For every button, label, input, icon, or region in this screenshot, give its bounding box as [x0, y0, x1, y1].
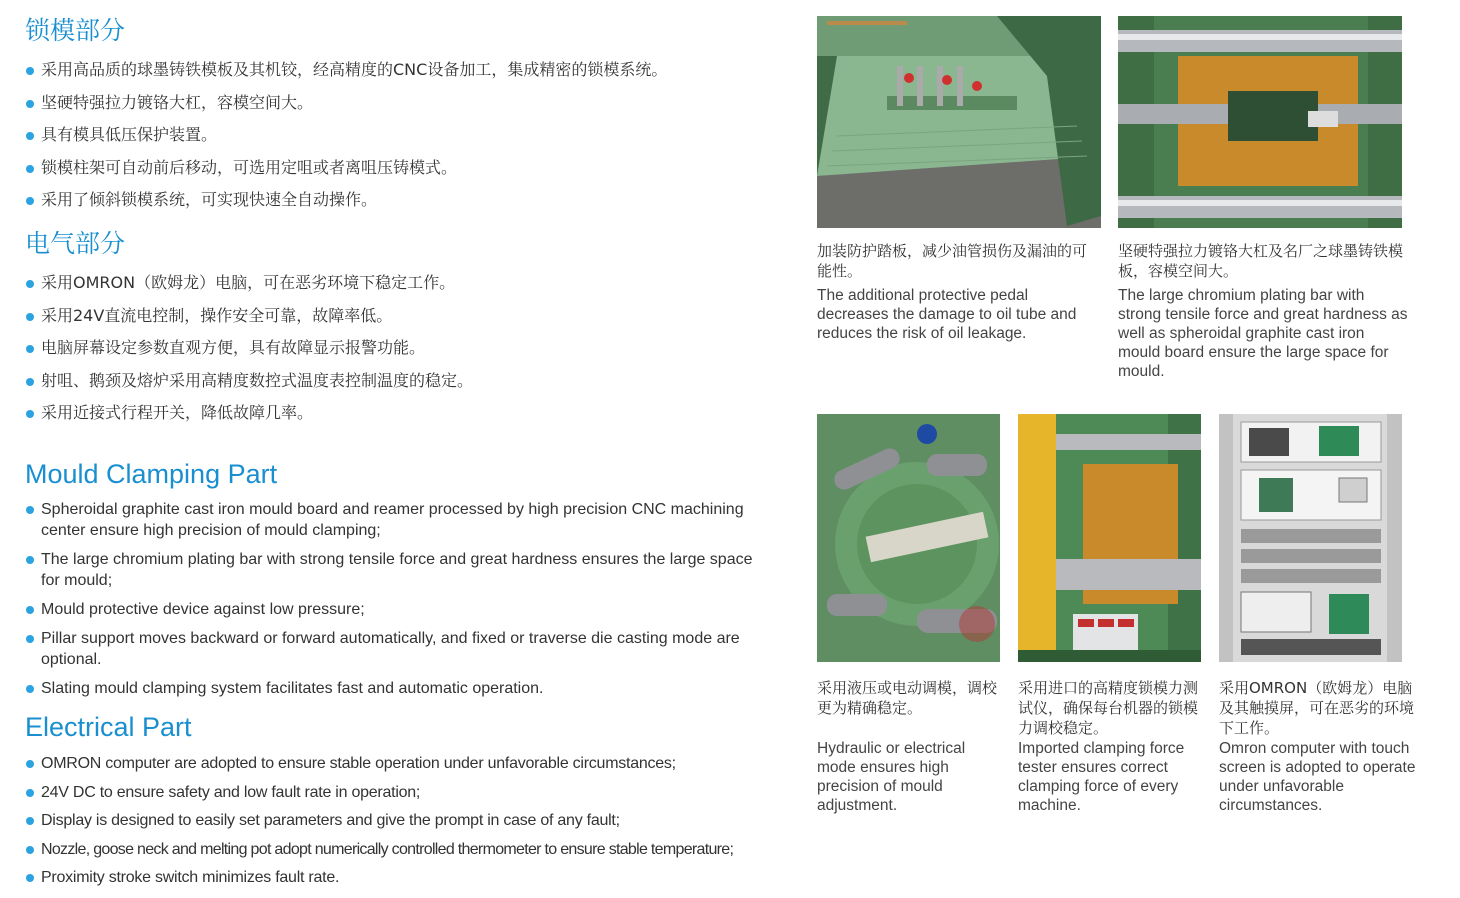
photo-1-caption-en: The additional protective pedal decreases the damage to oil tube and reduces the risk of oil leakage.: [817, 287, 1077, 342]
list-item: 电脑屏幕设定参数直观方便，具有故障显示报警功能。: [25, 337, 805, 359]
list-item: Proximity stroke switch minimizes fault rate.: [25, 867, 815, 888]
bullet-dot-icon: [26, 67, 34, 75]
electrical-zh-list: [25, 272, 805, 435]
photo-electrical-cabinet: [1219, 414, 1402, 662]
bullet-dot-icon: [26, 132, 34, 140]
list-item: 具有模具低压保护装置。: [25, 124, 805, 146]
list-item: 射咀、鹅颈及熔炉采用高精度数控式温度表控制温度的稳定。: [25, 370, 805, 392]
electrical-en-title: Electrical Part: [25, 712, 192, 742]
electrical-zh-title: 电气部分: [25, 229, 126, 258]
bullet-dot-icon: [26, 606, 34, 614]
bullet-dot-icon: [26, 280, 34, 288]
mould-zh-list: [25, 59, 805, 222]
bullet-dot-icon: [26, 685, 34, 693]
photo-3-caption-en: Hydraulic or electrical mode ensures high precision of mould adjustment.: [817, 740, 966, 814]
photo-protective-pedal: [817, 16, 1101, 228]
bullet-dot-icon: [26, 760, 34, 768]
bullet-dot-icon: [26, 345, 34, 353]
list-item: The large chromium plating bar with strong tensile force and great hardness ensures the large space for mould;: [25, 549, 770, 591]
list-item: 锁模柱架可自动前后移动，可选用定咀或者离咀压铸模式。: [25, 157, 805, 179]
bullet-dot-icon: [26, 817, 34, 825]
list-item: Display is designed to easily set parameters and give the prompt in case of any fault;: [25, 810, 815, 831]
list-item: Nozzle, goose neck and melting pot adopt numerically controlled thermometer to ensure stable temperature;: [25, 839, 815, 860]
list-item: 采用高品质的球墨铸铁模板及其机铰，经高精度的CNC设备加工，集成精密的锁模系统。: [25, 59, 805, 81]
list-item: Spheroidal graphite cast iron mould board and reamer processed by high precision CNC machining center ensure high precision of mould clamping;: [25, 499, 770, 541]
photo-1-caption-zh: 加装防护踏板，减少油管损伤及漏油的可能性。: [817, 242, 1088, 280]
list-item: 采用了倾斜锁模系统，可实现快速全自动操作。: [25, 189, 805, 211]
list-item: OMRON computer are adopted to ensure stable operation under unfavorable circumstances;: [25, 753, 815, 774]
photo-tie-bars: [1118, 16, 1402, 228]
bullet-dot-icon: [26, 789, 34, 797]
mould-en-title: Mould Clamping Part: [25, 459, 278, 489]
bullet-dot-icon: [26, 100, 34, 108]
list-item: 24V DC to ensure safety and low fault rate in operation;: [25, 782, 815, 803]
electrical-en-list: [25, 753, 815, 896]
photo-4-caption-en: Imported clamping force tester ensures correct clamping force of every machine.: [1018, 740, 1185, 814]
list-item: 采用OMRON（欧姆龙）电脑，可在恶劣环境下稳定工作。: [25, 272, 805, 294]
bullet-dot-icon: [26, 197, 34, 205]
bullet-dot-icon: [26, 378, 34, 386]
list-item: 采用24V直流电控制，操作安全可靠，故障率低。: [25, 305, 805, 327]
photo-3-caption-zh: 采用液压或电动调模，调校更为精确稳定。: [817, 679, 998, 717]
photo-2-caption-zh: 坚硬特强拉力镀铬大杠及名厂之球墨铸铁模板，容模空间大。: [1118, 242, 1404, 280]
bullet-dot-icon: [26, 313, 34, 321]
bullet-dot-icon: [26, 506, 34, 514]
list-item: Pillar support moves backward or forward automatically, and fixed or traverse die casting mode are optional.: [25, 628, 770, 670]
list-item: Slating mould clamping system facilitates fast and automatic operation.: [25, 678, 770, 699]
list-item: 坚硬特强拉力镀铬大杠，容模空间大。: [25, 92, 805, 114]
photo-5-caption-en: Omron computer with touch screen is adopted to operate under unfavorable circumstances.: [1219, 740, 1416, 814]
bullet-dot-icon: [26, 556, 34, 564]
photo-5-caption-zh: 采用OMRON（欧姆龙）电脑及其触摸屏，可在恶劣的环境下工作。: [1219, 679, 1415, 737]
mould-en-list: [25, 499, 770, 707]
bullet-dot-icon: [26, 410, 34, 418]
photo-2-caption-en: The large chromium plating bar with strong tensile force and great hardness as well as spheroidal graphite cast iron mould board ensure the large space for mould.: [1118, 287, 1408, 380]
bullet-dot-icon: [26, 635, 34, 643]
bullet-dot-icon: [26, 846, 34, 854]
photo-clamping-force-tester: [1018, 414, 1201, 662]
bullet-dot-icon: [26, 165, 34, 173]
mould-zh-title: 锁模部分: [25, 16, 126, 45]
list-item: 采用近接式行程开关，降低故障几率。: [25, 402, 805, 424]
photo-mould-adjustment: [817, 414, 1000, 662]
bullet-dot-icon: [26, 874, 34, 882]
list-item: Mould protective device against low pressure;: [25, 599, 770, 620]
photo-4-caption-zh: 采用进口的高精度锁模力测试仪，确保每台机器的锁模力调校稳定。: [1018, 679, 1199, 737]
